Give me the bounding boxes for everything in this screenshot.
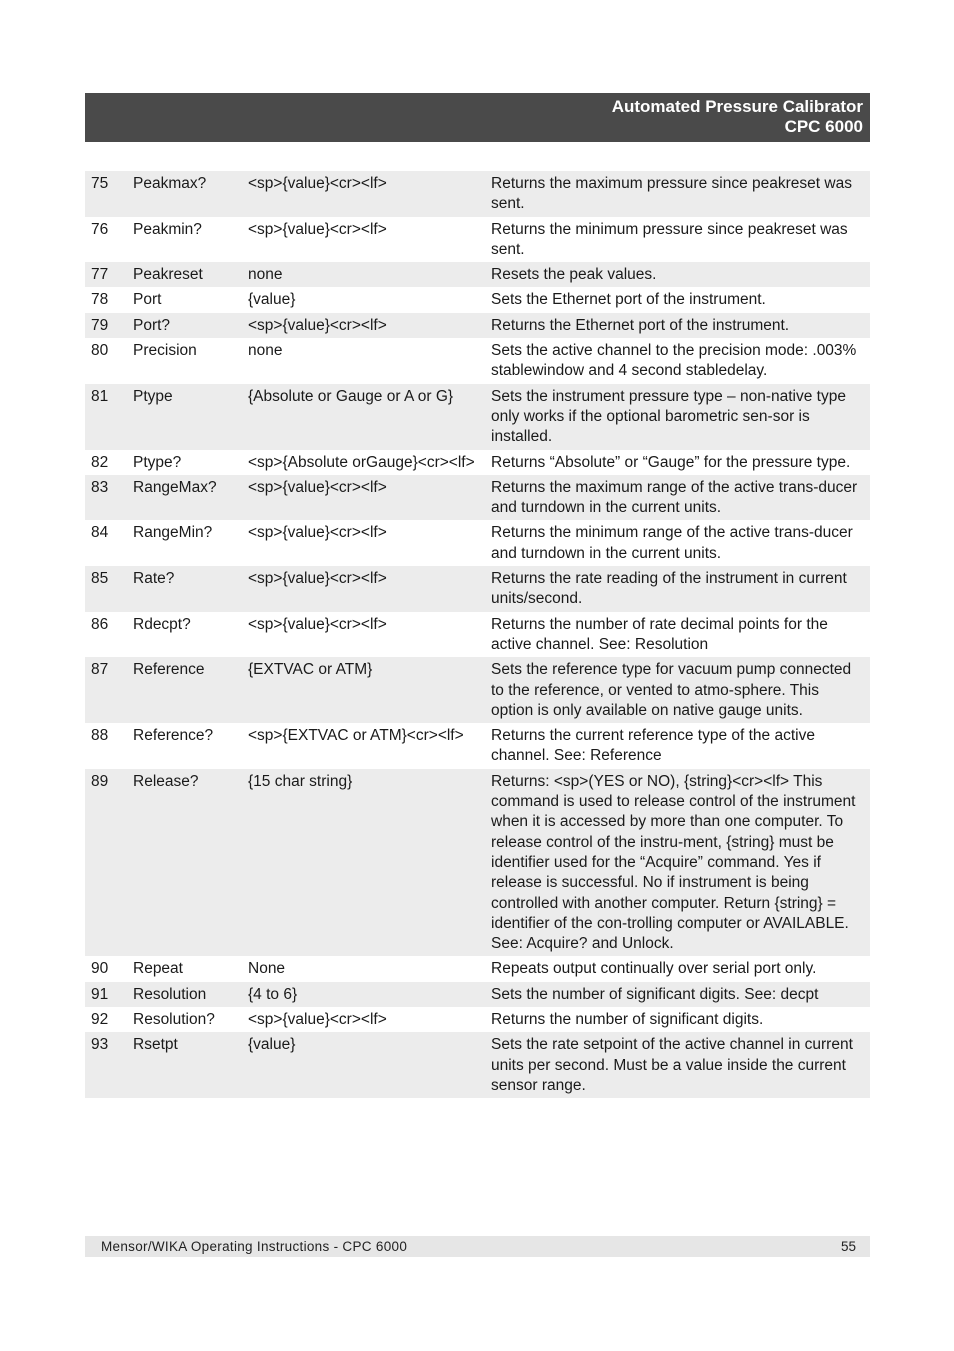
- command-name: Repeat: [127, 956, 242, 981]
- command-response: <sp>{value}<cr><lf>: [242, 313, 485, 338]
- table-row: [85, 475, 870, 521]
- table-row: [85, 262, 870, 287]
- command-response: <sp>{value}<cr><lf>: [242, 217, 485, 263]
- command-number: 92: [85, 1007, 127, 1032]
- command-description: Returns the rate reading of the instrument in current units/second.: [485, 566, 870, 612]
- command-response: <sp>{value}<cr><lf>: [242, 520, 485, 566]
- table-row: [85, 287, 870, 312]
- command-response: {4 to 6}: [242, 982, 485, 1007]
- command-number: 84: [85, 520, 127, 566]
- command-number: 93: [85, 1032, 127, 1098]
- header-model: CPC 6000: [784, 117, 863, 136]
- command-description: Returns: <sp>(YES or NO), {string}<cr><lf> This command is used to release control of the instrument when it is accessed by more than one computer. To release control of the instru-ment, {string} must be identifier used for the “Acquire” command. Yes if release is successful. No if instrument is being controlled with another computer. Return {string} = identifier of the con-trolling computer or AVAILABLE. See: Acquire? and Unlock.: [485, 769, 870, 957]
- command-description: Returns the Ethernet port of the instrument.: [485, 313, 870, 338]
- command-number: 80: [85, 338, 127, 384]
- command-description: Repeats output continually over serial port only.: [485, 956, 870, 981]
- command-description: Returns “Absolute” or “Gauge” for the pressure type.: [485, 450, 870, 475]
- table-row: [85, 612, 870, 658]
- command-table: [85, 171, 870, 1098]
- command-response: None: [242, 956, 485, 981]
- command-response: <sp>{EXTVAC or ATM}<cr><lf>: [242, 723, 485, 769]
- command-description: Returns the current reference type of the active channel. See: Reference: [485, 723, 870, 769]
- table-row: [85, 338, 870, 384]
- command-name: Rdecpt?: [127, 612, 242, 658]
- command-name: Resolution: [127, 982, 242, 1007]
- command-name: Rate?: [127, 566, 242, 612]
- table-row: [85, 982, 870, 1007]
- command-number: 78: [85, 287, 127, 312]
- page-number: 55: [840, 1239, 856, 1254]
- command-name: Port: [127, 287, 242, 312]
- command-number: 79: [85, 313, 127, 338]
- command-name: Reference?: [127, 723, 242, 769]
- command-name: Peakmax?: [127, 171, 242, 217]
- table-row: [85, 1007, 870, 1032]
- command-name: Resolution?: [127, 1007, 242, 1032]
- table-row: [85, 657, 870, 723]
- command-response: none: [242, 338, 485, 384]
- table-row: [85, 171, 870, 217]
- table-row: [85, 450, 870, 475]
- command-name: Peakreset: [127, 262, 242, 287]
- command-name: Ptype?: [127, 450, 242, 475]
- command-name: RangeMin?: [127, 520, 242, 566]
- command-description: Sets the Ethernet port of the instrument.: [485, 287, 870, 312]
- command-number: 88: [85, 723, 127, 769]
- command-number: 77: [85, 262, 127, 287]
- command-response: <sp>{value}<cr><lf>: [242, 475, 485, 521]
- command-response: {15 char string}: [242, 769, 485, 957]
- command-number: 89: [85, 769, 127, 957]
- table-row: [85, 520, 870, 566]
- command-response: {value}: [242, 1032, 485, 1098]
- command-description: Returns the maximum range of the active trans-ducer and turndown in the current units.: [485, 475, 870, 521]
- table-row: [85, 769, 870, 957]
- command-description: Sets the reference type for vacuum pump connected to the reference, or vented to atmo-sphere. This option is only available on native gauge units.: [485, 657, 870, 723]
- command-table-body: [85, 171, 870, 1098]
- document-footer: [85, 1236, 870, 1257]
- table-row: [85, 384, 870, 450]
- command-response: none: [242, 262, 485, 287]
- command-response: {Absolute or Gauge or A or G}: [242, 384, 485, 450]
- command-description: Sets the rate setpoint of the active channel in current units per second. Must be a value inside the current sensor range.: [485, 1032, 870, 1098]
- command-description: Sets the number of significant digits. See: decpt: [485, 982, 870, 1007]
- command-number: 90: [85, 956, 127, 981]
- command-name: Port?: [127, 313, 242, 338]
- command-name: Release?: [127, 769, 242, 957]
- command-number: 76: [85, 217, 127, 263]
- command-number: 82: [85, 450, 127, 475]
- command-description: Returns the minimum range of the active trans-ducer and turndown in the current units.: [485, 520, 870, 566]
- table-row: [85, 566, 870, 612]
- footer-title: Mensor/WIKA Operating Instructions - CPC 6000: [101, 1239, 408, 1254]
- command-name: Rsetpt: [127, 1032, 242, 1098]
- table-row: [85, 956, 870, 981]
- table-row: [85, 217, 870, 263]
- table-row: [85, 313, 870, 338]
- command-description: Returns the number of significant digits.: [485, 1007, 870, 1032]
- command-description: Sets the active channel to the precision mode: .003% stablewindow and 4 second stabledelay.: [485, 338, 870, 384]
- command-number: 83: [85, 475, 127, 521]
- command-response: <sp>{value}<cr><lf>: [242, 566, 485, 612]
- command-number: 87: [85, 657, 127, 723]
- command-response: <sp>{value}<cr><lf>: [242, 1007, 485, 1032]
- command-description: Returns the minimum pressure since peakreset was sent.: [485, 217, 870, 263]
- command-number: 86: [85, 612, 127, 658]
- table-row: [85, 1032, 870, 1098]
- command-number: 75: [85, 171, 127, 217]
- command-name: Peakmin?: [127, 217, 242, 263]
- command-name: Ptype: [127, 384, 242, 450]
- command-number: 85: [85, 566, 127, 612]
- command-description: Resets the peak values.: [485, 262, 870, 287]
- header-title: Automated Pressure Calibrator: [611, 97, 863, 116]
- command-number: 81: [85, 384, 127, 450]
- command-response: <sp>{value}<cr><lf>: [242, 612, 485, 658]
- command-response: {value}: [242, 287, 485, 312]
- command-response: <sp>{Absolute orGauge}<cr><lf>: [242, 450, 485, 475]
- command-name: RangeMax?: [127, 475, 242, 521]
- command-name: Precision: [127, 338, 242, 384]
- command-description: Returns the number of rate decimal points for the active channel. See: Resolution: [485, 612, 870, 658]
- command-description: Sets the instrument pressure type – non-native type only works if the optional barometric sen-sor is installed.: [485, 384, 870, 450]
- table-row: [85, 723, 870, 769]
- document-header: [85, 93, 870, 142]
- command-response: <sp>{value}<cr><lf>: [242, 171, 485, 217]
- command-description: Returns the maximum pressure since peakreset was sent.: [485, 171, 870, 217]
- command-response: {EXTVAC or ATM}: [242, 657, 485, 723]
- command-name: Reference: [127, 657, 242, 723]
- command-number: 91: [85, 982, 127, 1007]
